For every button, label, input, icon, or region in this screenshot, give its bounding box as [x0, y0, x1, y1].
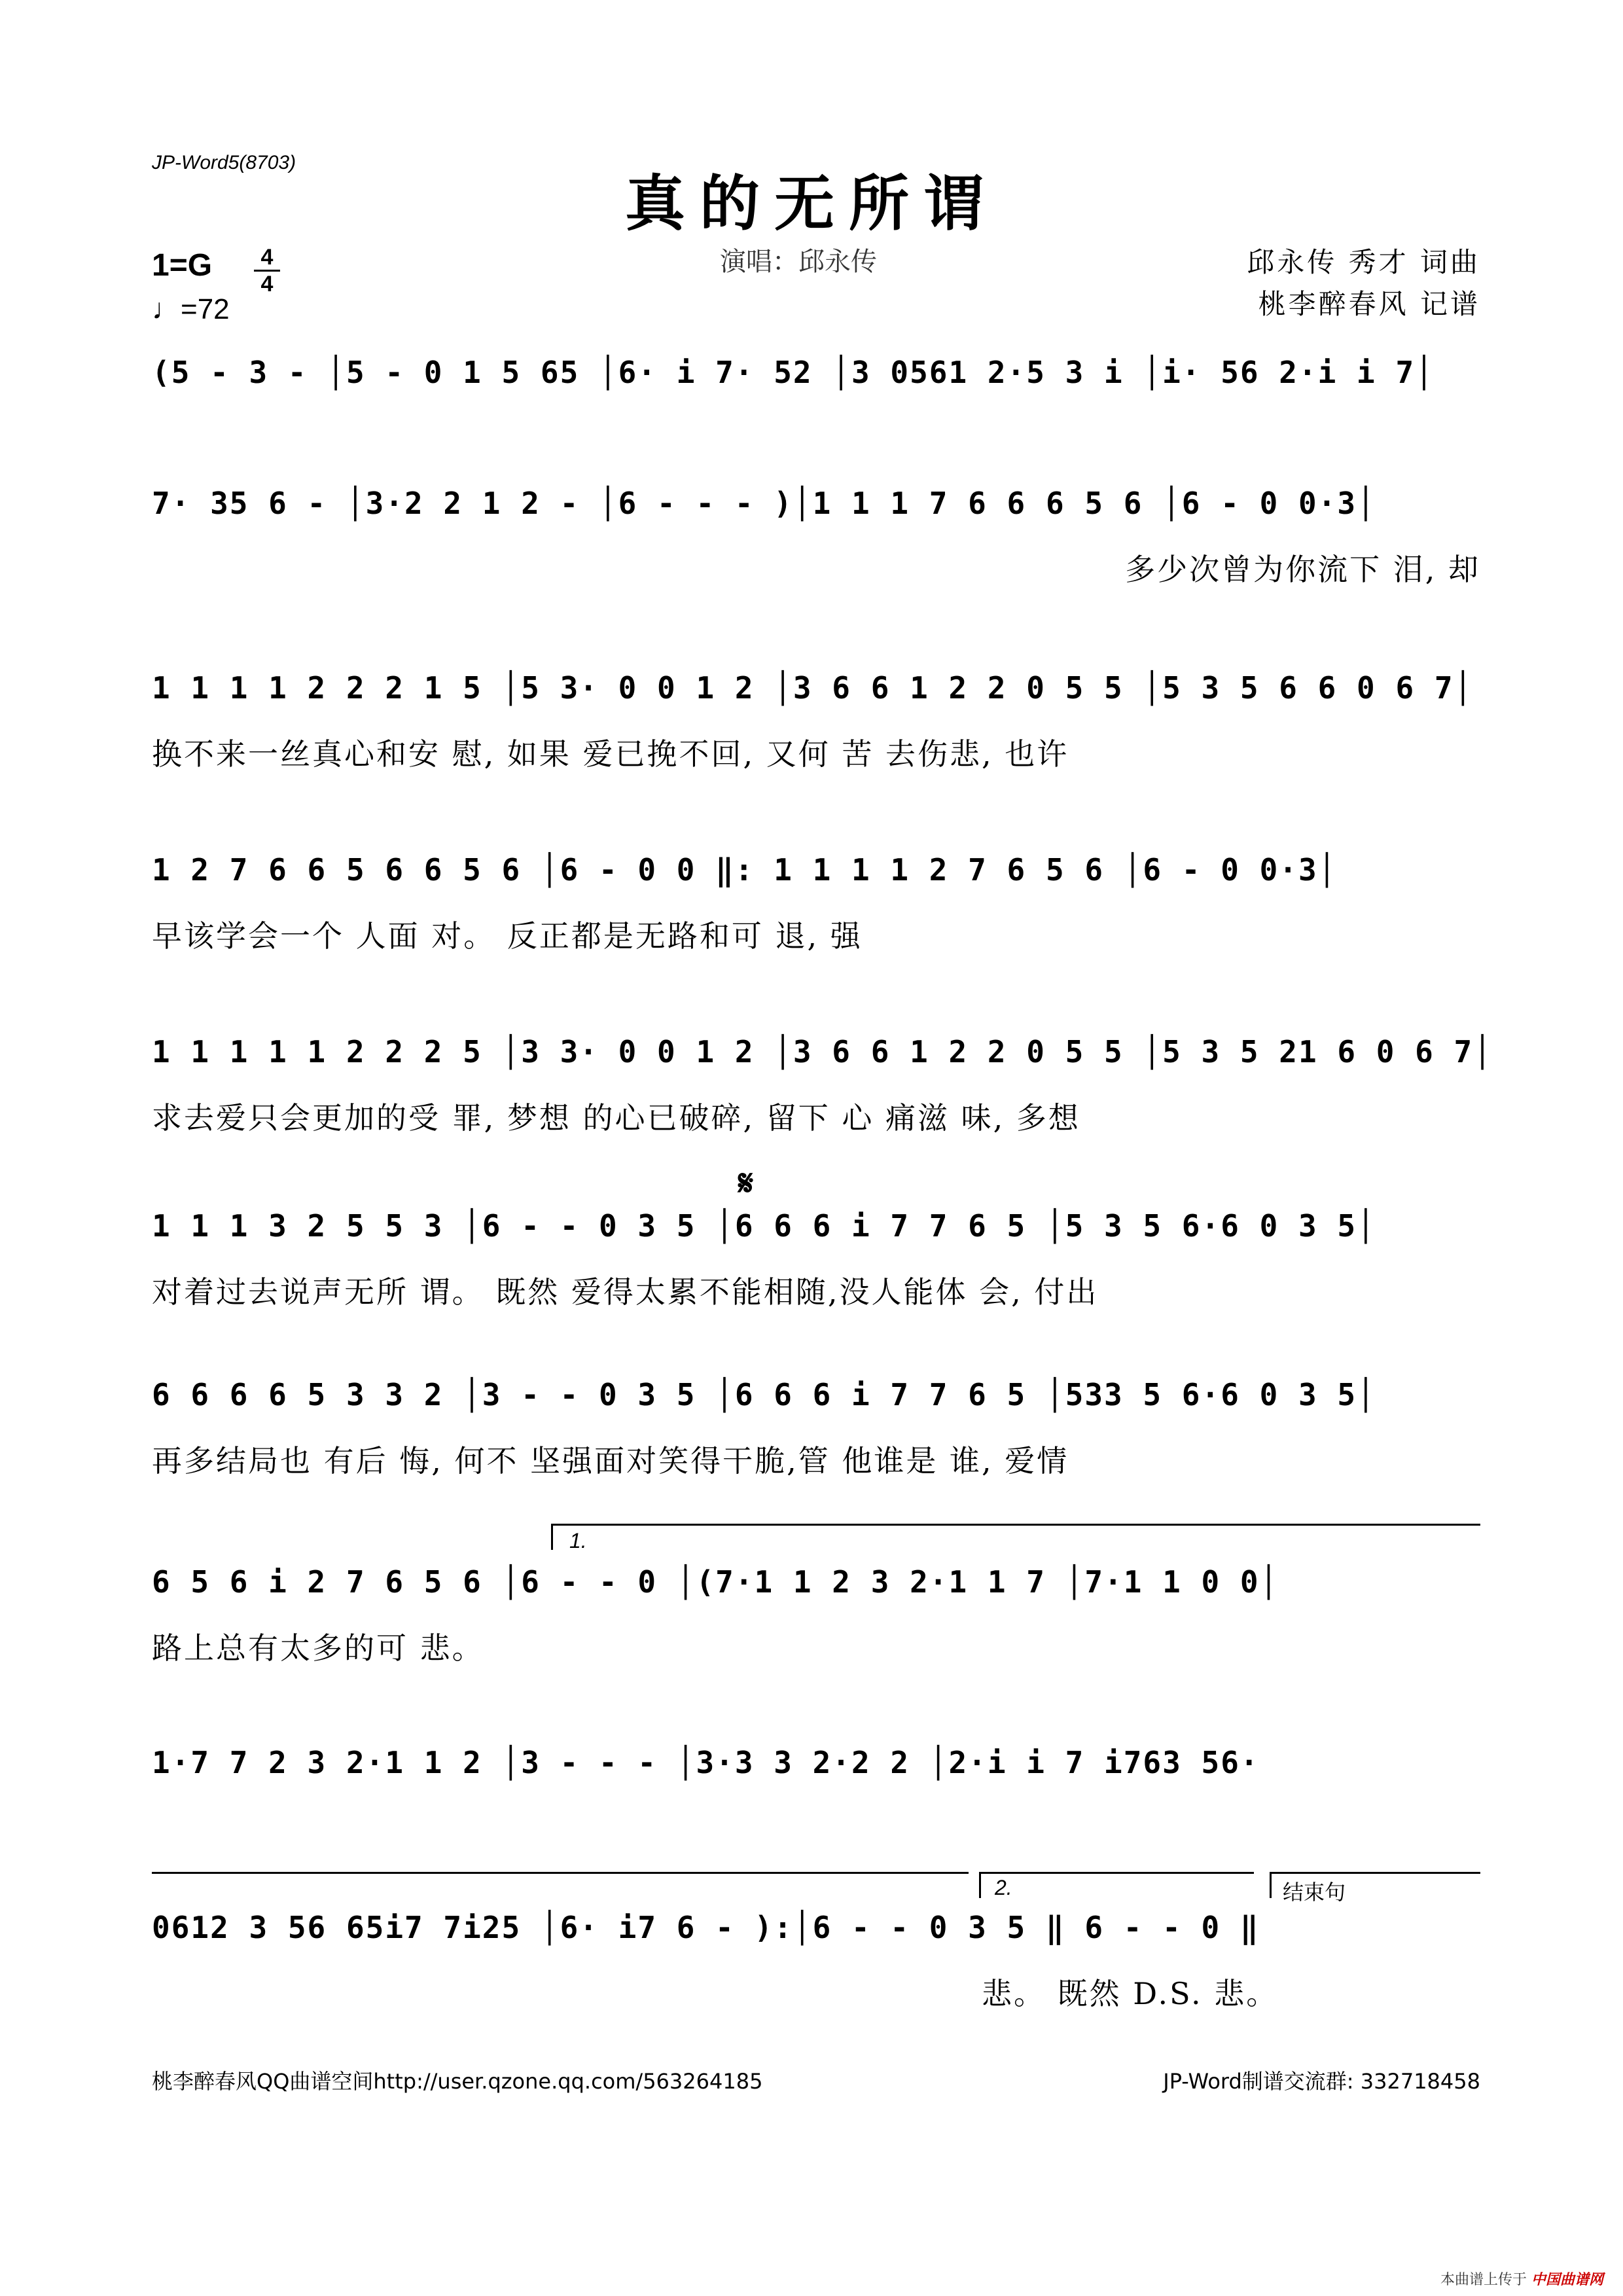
upload-prefix: 本曲谱上传于	[1440, 2272, 1527, 2288]
notation-line-5: 1 1 1 1 1 2 2 2 5 │3 3· 0 0 1 2 │3 6 6 1 2 2 0 5 5 │5 3 5 21 6 0 6 7│	[152, 1034, 1493, 1069]
notation-line-6: 1 1 1 3 2 5 5 3 │6 - - 0 3 5 │6 6 6 i 7 7 6 5 │5 3 5 6·6 0 3 5│	[152, 1208, 1376, 1244]
coda-label: 结束句	[1283, 1880, 1346, 1904]
volta-2-number: 2.	[995, 1876, 1012, 1899]
footer-group: JP-Word制谱交流群: 332718458	[1163, 2069, 1480, 2094]
volta-1-tick	[551, 1524, 553, 1550]
lyric-line-10: 悲。 既然 D.S. 悲。	[982, 1976, 1279, 2011]
tempo-marking: ♩=72	[152, 293, 230, 325]
composer-credit: 邱永传 秀才 词曲	[1247, 246, 1480, 278]
notation-line-1: (5 - 3 - │5 - 0 1 5 65 │6· i 7· 52 │3 0561 2·5 3 i │i· 56 2·i i 7│	[152, 355, 1435, 390]
time-signature	[254, 246, 280, 295]
meter-bottom: 4	[260, 272, 274, 296]
notation-line-9: 1·7 7 2 3 2·1 1 2 │3 - - - │3·3 3 2·2 2 │2·i i 7 i763 56·	[152, 1745, 1260, 1780]
coda-tick	[1270, 1872, 1272, 1898]
lyric-line-2: 多少次曾为你流下 泪, 却	[1125, 552, 1480, 587]
lyric-line-4: 早该学会一个 人面 对。 反正都是无路和可 退, 强	[152, 918, 863, 954]
notation-line-10: 0612 3 56 65i7 7i25 │6· i7 6 - ):│6 - - 0 3 5 ‖ 6 - - 0 ‖	[152, 1910, 1260, 1945]
repeat-span-bracket	[152, 1872, 969, 1874]
lyric-line-8: 路上总有太多的可 悲。	[152, 1630, 484, 1666]
notation-line-4: 1 2 7 6 6 5 6 6 5 6 │6 - 0 0 ‖: 1 1 1 1 2 7 6 5 6 │6 - 0 0·3│	[152, 852, 1338, 888]
volta-2-tick	[979, 1872, 981, 1898]
software-label: JP-Word5(8703)	[152, 152, 296, 173]
footer-source: 桃李醉春风QQ曲谱空间http://user.qzone.qq.com/563264185	[152, 2069, 763, 2094]
site-logo: 中国曲谱网	[1531, 2272, 1603, 2288]
volta-2-bracket	[979, 1872, 1254, 1874]
key-signature: 1=G	[152, 248, 213, 283]
transcriber-credit: 桃李醉春风 记谱	[1258, 288, 1480, 320]
lyric-line-5: 求去爱只会更加的受 罪, 梦想 的心已破碎, 留下 心 痛滋 味, 多想	[152, 1100, 1080, 1136]
singer-label: 演唱：邱永传	[720, 247, 877, 277]
upload-watermark	[1440, 2269, 1603, 2289]
notation-line-7: 6 6 6 6 5 3 3 2 │3 - - 0 3 5 │6 6 6 i 7 7 6 5 │533 5 6·6 0 3 5│	[152, 1377, 1376, 1412]
coda-bracket	[1270, 1872, 1480, 1874]
segno-sign: 𝄋	[738, 1162, 754, 1204]
song-title: 真的无所谓	[624, 168, 998, 239]
notation-line-8: 6 5 6 i 2 7 6 5 6 │6 - - 0 │(7·1 1 2 3 2·1 1 7 │7·1 1 0 0│	[152, 1564, 1279, 1600]
notation-line-2: 7· 35 6 - │3·2 2 1 2 - │6 - - - )│1 1 1 7 6 6 6 5 6 │6 - 0 0·3│	[152, 486, 1376, 521]
notation-line-3: 1 1 1 1 2 2 2 1 5 │5 3· 0 0 1 2 │3 6 6 1 2 2 0 5 5 │5 3 5 6 6 0 6 7│	[152, 670, 1474, 706]
volta-1-number: 1.	[569, 1529, 587, 1552]
lyric-line-6: 对着过去说声无所 谓。 既然 爱得太累不能相随,没人能体 会, 付出	[152, 1274, 1099, 1310]
volta-1-bracket	[551, 1524, 1480, 1526]
lyric-line-7: 再多结局也 有后 悔, 何不 坚强面对笑得干脆,管 他谁是 谁, 爱情	[152, 1443, 1069, 1479]
lyric-line-3: 换不来一丝真心和安 慰, 如果 爱已挽不回, 又何 苦 去伤悲, 也许	[152, 736, 1069, 772]
meter-top: 4	[260, 245, 274, 270]
